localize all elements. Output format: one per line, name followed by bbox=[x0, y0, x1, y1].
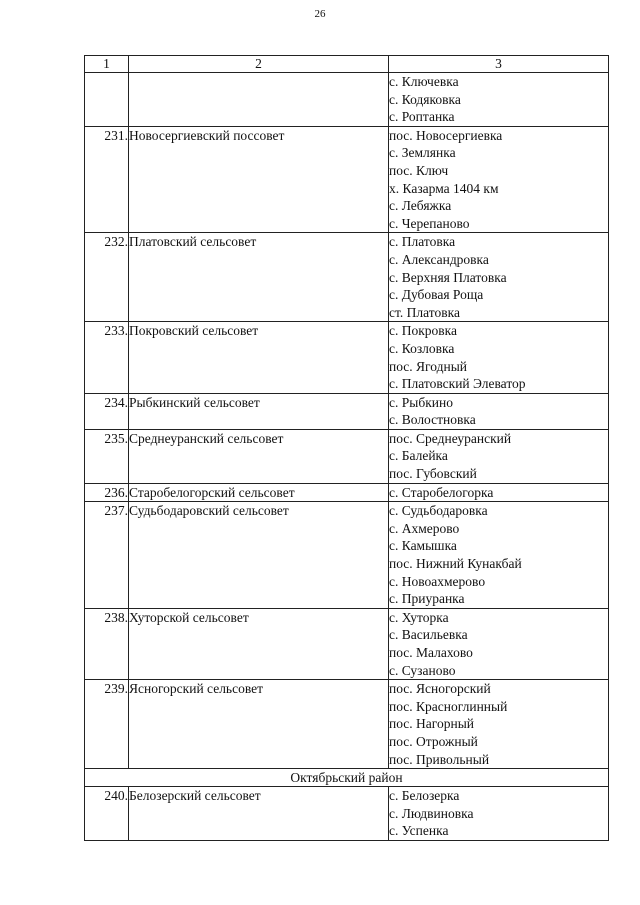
settlement-item: с. Лебяжка bbox=[389, 198, 452, 214]
council-name: Старобелогорский сельсовет bbox=[129, 483, 389, 502]
row-number: 232. bbox=[85, 233, 129, 322]
table-row bbox=[85, 393, 609, 429]
settlement-item: с. Козловка bbox=[389, 340, 455, 356]
council-name: Ясногорский сельсовет bbox=[129, 680, 389, 769]
row-number: 239. bbox=[85, 680, 129, 769]
row-number: 237. bbox=[85, 502, 129, 609]
settlements-list bbox=[389, 73, 609, 127]
settlement-item: с. Судьбодаровка bbox=[389, 503, 488, 519]
column-header-1: 1 bbox=[85, 56, 129, 73]
settlement-item: с. Старобелогорка bbox=[389, 484, 494, 500]
settlement-item: с. Васильевка bbox=[389, 627, 468, 643]
settlement-item: с. Рыбкино bbox=[389, 394, 453, 410]
settlement-item: с. Кодяковка bbox=[389, 91, 461, 107]
table-row bbox=[85, 126, 609, 233]
council-name bbox=[129, 73, 389, 127]
settlement-item: пос. Новосергиевка bbox=[389, 127, 503, 143]
column-header-2: 2 bbox=[129, 56, 389, 73]
table-row bbox=[85, 608, 609, 679]
settlement-item: пос. Нагорный bbox=[389, 716, 475, 732]
settlements-list bbox=[389, 680, 609, 769]
row-number bbox=[85, 73, 129, 127]
settlement-item: ст. Платовка bbox=[389, 304, 460, 320]
settlement-item: с. Белозерка bbox=[389, 788, 460, 804]
settlement-item: с. Новоахмерово bbox=[389, 573, 486, 589]
council-name: Хуторской сельсовет bbox=[129, 608, 389, 679]
settlement-item: с. Ахмерово bbox=[389, 520, 460, 536]
settlement-item: с. Волостновка bbox=[389, 412, 476, 428]
settlement-item: с. Роптанка bbox=[389, 109, 455, 125]
table-row bbox=[85, 787, 609, 841]
settlement-item: с. Сузаново bbox=[389, 662, 456, 678]
table-body bbox=[85, 73, 609, 841]
settlement-item: с. Верхняя Платовка bbox=[389, 269, 507, 285]
row-number: 240. bbox=[85, 787, 129, 841]
settlements-list bbox=[389, 483, 609, 502]
table-row bbox=[85, 73, 609, 127]
row-number: 235. bbox=[85, 429, 129, 483]
settlement-item: с. Платовский Элеватор bbox=[389, 376, 526, 392]
settlement-item: пос. Красноглинный bbox=[389, 698, 508, 714]
table-row bbox=[85, 502, 609, 609]
settlement-item: пос. Малахово bbox=[389, 645, 473, 660]
settlement-item: с. Людвиновка bbox=[389, 805, 474, 821]
settlements-list bbox=[389, 787, 609, 841]
settlement-item: пос. Среднеуранский bbox=[389, 430, 512, 446]
settlements-list bbox=[389, 126, 609, 233]
settlements-list bbox=[389, 233, 609, 322]
council-name: Платовский сельсовет bbox=[129, 233, 389, 322]
settlement-item: с. Успенка bbox=[389, 823, 449, 839]
settlement-item: с. Балейка bbox=[389, 448, 448, 464]
settlement-item: пос. Ясногорский bbox=[389, 681, 491, 697]
settlements-list bbox=[389, 429, 609, 483]
settlement-item: с. Черепаново bbox=[389, 215, 470, 231]
settlements-table bbox=[84, 55, 609, 841]
settlement-item: с. Александровка bbox=[389, 251, 489, 267]
district-title: Октябрьский район bbox=[85, 769, 609, 787]
settlement-item: с. Платовка bbox=[389, 234, 456, 250]
page-number: 26 bbox=[314, 8, 326, 20]
council-name: Новосергиевский поссовет bbox=[129, 126, 389, 233]
settlement-item: с. Покровка bbox=[389, 323, 458, 339]
settlement-item: с. Приуранка bbox=[389, 591, 465, 607]
settlements-list bbox=[389, 322, 609, 393]
row-number: 236. bbox=[85, 483, 129, 502]
settlement-item: пос. Привольный bbox=[389, 751, 490, 767]
table-row bbox=[85, 233, 609, 322]
council-name: Покровский сельсовет bbox=[129, 322, 389, 393]
settlement-item: пос. Губовский bbox=[389, 466, 477, 482]
settlement-item: с. Ключевка bbox=[389, 74, 459, 89]
table-row bbox=[85, 429, 609, 483]
header-row bbox=[85, 56, 609, 73]
table-row bbox=[85, 322, 609, 393]
settlement-item: с. Хуторка bbox=[389, 609, 449, 625]
row-number: 234. bbox=[85, 393, 129, 429]
council-name: Судьбодаровский сельсовет bbox=[129, 502, 389, 609]
council-name: Рыбкинский сельсовет bbox=[129, 393, 389, 429]
row-number: 231. bbox=[85, 126, 129, 233]
row-number: 233. bbox=[85, 322, 129, 393]
settlement-item: пос. Ягодный bbox=[389, 358, 468, 374]
settlements-list bbox=[389, 502, 609, 609]
council-name: Белозерский сельсовет bbox=[129, 787, 389, 841]
district-row bbox=[85, 769, 609, 787]
settlement-item: пос. Ключ bbox=[389, 162, 449, 178]
column-header-3: 3 bbox=[389, 56, 609, 73]
row-number: 238. bbox=[85, 608, 129, 679]
settlement-item: пос. Отрожный bbox=[389, 733, 478, 749]
settlements-list bbox=[389, 608, 609, 679]
settlement-item: пос. Нижний Кунакбай bbox=[389, 556, 522, 572]
settlement-item: х. Казарма 1404 км bbox=[389, 180, 499, 196]
council-name: Среднеуранский сельсовет bbox=[129, 429, 389, 483]
table-row bbox=[85, 483, 609, 502]
settlements-list bbox=[389, 393, 609, 429]
table-row bbox=[85, 680, 609, 769]
settlement-item: с. Камышка bbox=[389, 538, 457, 554]
settlement-item: с. Землянка bbox=[389, 145, 456, 161]
settlement-item: с. Дубовая Роща bbox=[389, 287, 484, 303]
